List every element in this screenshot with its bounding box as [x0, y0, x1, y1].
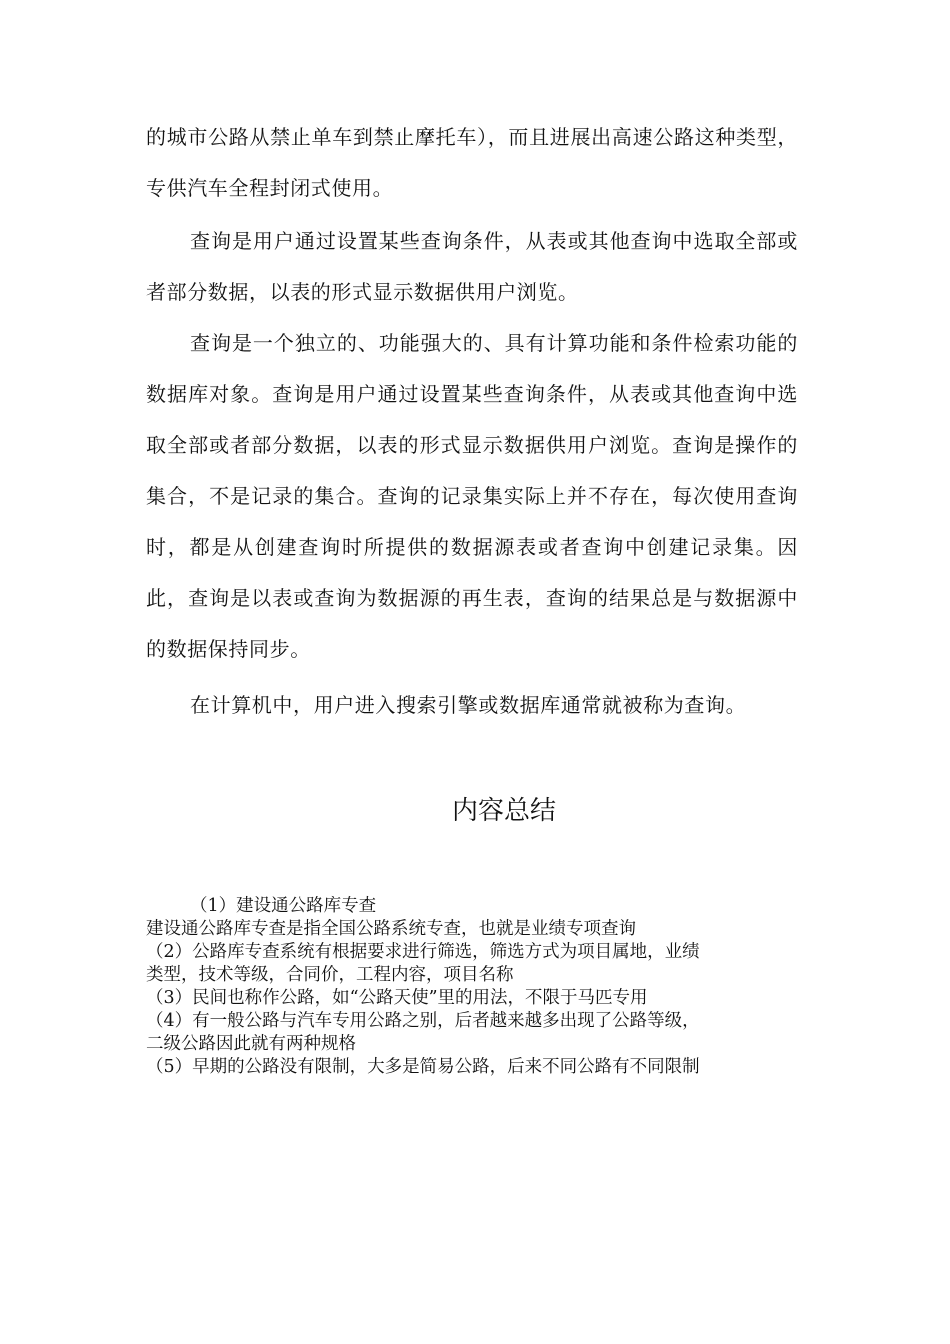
- summary-heading: 内容总结: [451, 796, 556, 826]
- summary-line: （1）建设通公路库专查: [190, 896, 377, 916]
- summary-line: 类型，技术等级，合同价，工程内容，项目名称: [146, 965, 514, 985]
- summary-line: （3）民间也称作公路，如“公路天使”里的用法，不限于马匹专用: [146, 988, 648, 1008]
- paragraph-highway-types: 的城市公路从禁止单车到禁止摩托车），而且进展出高速公路这种类型，专供汽车全程封闭式使用。: [146, 125, 798, 200]
- paragraph-query-definition: 查询是用户通过设置某些查询条件，从表或其他查询中选取全部或者部分数据，以表的形式显示数据供用户浏览。: [146, 229, 798, 304]
- summary-line: 建设通公路库专查是指全国公路系统专查，也就是业绩专项查询: [146, 919, 636, 939]
- summary-line: （2）公路库专查系统有根据要求进行筛选，筛选方式为项目属地，业绩: [146, 942, 700, 962]
- paragraph-query-details: 查询是一个独立的、功能强大的、具有计算功能和条件检索功能的数据库对象。查询是用户通过设置某些查询条件，从表或其他查询中选取全部或者部分数据，以表的形式显示数据供用户浏览。查询是操作的集合，不是记录的集合。查询的记录集实际上并不存在，每次使用查询时，都是从创建查询时所提供的数据源表或者查询中创建记录集。因此，查询是以表或查询为数据源的再生表，查询的结果总是与数据源中的数据保持同步。: [146, 331, 798, 661]
- summary-line: 二级公路因此就有两种规格: [146, 1034, 356, 1054]
- paragraph-query-computer: 在计算机中，用户进入搜索引擎或数据库通常就被称为查询。: [190, 693, 747, 717]
- summary-line: （4）有一般公路与汽车专用公路之别，后者越来越多出现了公路等级，: [146, 1011, 700, 1031]
- summary-list: [146, 895, 806, 1079]
- summary-line: （5）早期的公路没有限制，大多是简易公路，后来不同公路有不同限制: [146, 1057, 700, 1077]
